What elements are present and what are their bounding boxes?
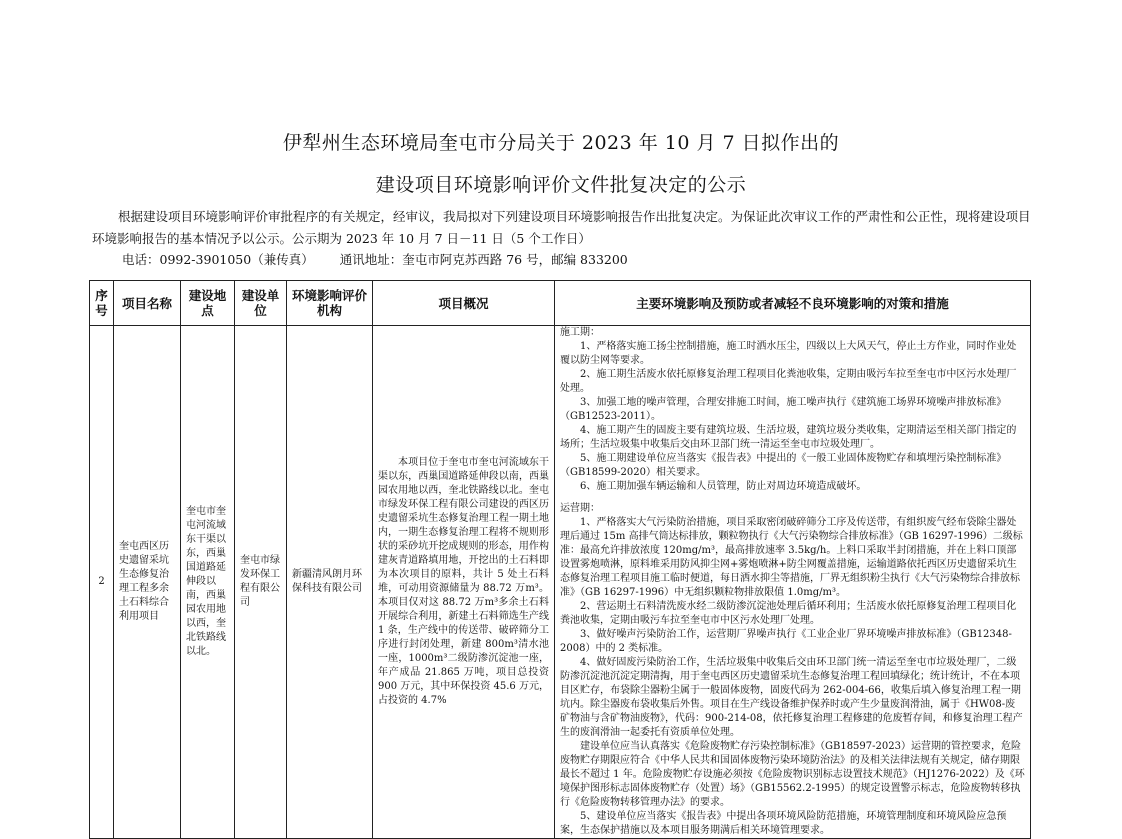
- header-seq: 序号: [90, 281, 114, 326]
- construction-item: 2、施工期生活废水依托原修复治理工程项目化粪池收集，定期由吸污车拉至奎屯市中区污水处理厂处理。: [560, 369, 1017, 394]
- construction-item: 6、施工期加强车辆运输和人员管理，防止对周边环境造成破坏。: [580, 481, 867, 492]
- cell-project-name: 奎屯西区历史遗留采坑生态修复治理工程多余土石料综合利用项目: [114, 326, 181, 839]
- extra-item: 5、建设单位应当落实《报告表》中提出各项环境风险防范措施，环境管理制度和环境风险应急预案，生态保护措施以及本项目服务期满后相关环境管理要求。: [560, 811, 1007, 836]
- doc-title-line2: 建设项目环境影响评价文件批复决定的公示: [375, 174, 747, 196]
- construction-item: 1、严格落实施工扬尘控制措施，施工时洒水压尘，四级以上大风天气，停止土方作业，同时作业处覆以防尘网等要求。: [560, 341, 1017, 366]
- address-text: 通讯地址：奎屯市阿克苏西路 76 号，邮编 833200: [339, 252, 628, 267]
- header-name: 项目名称: [114, 281, 181, 326]
- operation-title: 运营期：: [560, 503, 600, 514]
- cell-agency: 新疆清风朗月环保科技有限公司: [287, 326, 373, 839]
- operation-item: 3、做好噪声污染防治工作，运营期厂界噪声执行《工业企业厂界环境噪声排放标准》（GB12348-2008）中的 2 类标准。: [560, 629, 1012, 654]
- header-measures: 主要环境影响及预防或者减轻不良环境影响的对策和措施: [555, 281, 1031, 326]
- intro-paragraph: 根据建设项目环境影响评价审批程序的有关规定，经审议，我局拟对下列建设项目环境影响报告作出批复决定。为保证此次审议工作的严肃性和公正性，现将建设项目环境影响报告的基本情况予以公示。公示期为 2023 年 10 月 7 日－11 日（5 个工作日）: [92, 209, 1031, 246]
- construction-item: 4、施工期产生的固废主要有建筑垃圾、生活垃圾，建筑垃圾分类收集，定期清运至相关部门指定的场所；生活垃圾集中收集后交由环卫部门统一清运至奎屯市垃圾处理厂。: [560, 425, 1017, 450]
- header-agency: 环境影响评价机构: [287, 281, 373, 326]
- cell-unit: 奎屯市绿发环保工程有限公司: [235, 326, 287, 839]
- phone-text: 电话：0992-3901050（兼传真）: [122, 252, 314, 267]
- header-location: 建设地点: [181, 281, 235, 326]
- cell-seq: 2: [90, 326, 114, 839]
- construction-item: 5、施工期建设单位应当落实《报告表》中提出的《一般工业固体废物贮存和填埋污染控制标准》（GB18599-2020）相关要求。: [560, 453, 1007, 478]
- overview-text: 本项目位于奎屯市奎屯河流域东干渠以东，西巢国道路延伸段以南，西巢园农用地以西，奎北铁路线以北。奎屯市绿发环保工程有限公司建设的西区历史遗留采坑生态修复治理工程一期土地内，一期生态修复治理工程将不规则形状的采砂坑开挖成规则的形态，用作构建灰青道路填用地，开挖出的土石料即为本次项目的原料，共计 5 处土石料堆，可动用资源储量为 88.72 万m³。本项目仅对这 88.72 万m³多余土石料开展综合利用，新建土石料筛选生产线 1 条，生产线中的传送带、破碎筛分工序进行封闭处理，新建 800m³清水池一座，1000m³二级防渗沉淀池一座，年产成品 21.865 万吨，项目总投资 900 万元，其中环保投资 45.6 万元，占投资的 4.7%: [378, 457, 549, 706]
- cell-overview: [373, 326, 555, 839]
- operation-item: 1、严格落实大气污染防治措施，项目采取密闭破碎筛分工序及传送带，有组织废气经布袋除尘器处理后通过 15m 高排气筒达标排放，颗粒物执行《大气污染物综合排放标准》（GB 16297-1996）二级标准：最高允许排放浓度 120mg/m³，最高排放速率 3.5kg/h。上料口采取半封闭措施，并在上料口顶部设置雾炮喷淋，原料堆采用防风抑尘网+雾炮喷淋+防尘网覆盖措施，运输道路依托西区历史遗留采坑生态修复治理工程项目施工临时便道，每日洒水抑尘等措施，厂界无组织粉尘执行《大气污染物综合排放标准》（GB 16297-1996）中无组织颗粒物排放限值 1.0mg/m³。: [560, 517, 1023, 598]
- table-header-row: [90, 281, 1031, 326]
- header-unit: 建设单位: [235, 281, 287, 326]
- operation-item: 4、做好固废污染防治工作，生活垃圾集中收集后交由环卫部门统一清运至奎屯市垃圾处理厂，二级防渗沉淀池沉淀定期清掏，用于奎屯西区历史遗留采坑生态修复治理工程回填绿化；统计统计，不在本项目区贮存，布袋除尘器粉尘属于一般固体废物，固废代码为 262-004-66，收集后填入修复治理工程一期坑内。除尘器废布袋收集后外售。项目在生产线设备维护保养时或产生少量废润滑油，属于《HW08-废矿物油与含矿物油废物》，代码：900-214-08，依托修复治理工程修建的危废暂存间，和修复治理工程产生的废润滑油一起委托有资质单位处理。: [560, 657, 1023, 738]
- contact-line: [122, 250, 628, 268]
- extra-item: 建设单位应当认真落实《危险废物贮存污染控制标准》（GB18597-2023）运营期的管控要求，危险废物贮存期限应符合《中华人民共和国固体废物污染环境防治法》的及相关法律法规有关规定，储存期限最长不超过 1 年。危险废物贮存设施必须按《危险废物识别标志设置技术规范》（HJ1276-2022）及《环境保护图形标志固体废物贮存（处置）场》（GB15562.2-1995）的规定设置警示标志，危险废物转移执行《危险废物转移管理办法》的要求。: [560, 741, 1025, 808]
- cell-measures: [555, 326, 1031, 839]
- doc-title-line1: 伊犁州生态环境局奎屯市分局关于 2023 年 10 月 7 日拟作出的: [282, 132, 840, 154]
- operation-item: 2、营运期土石料清洗废水经二级防渗沉淀池处理后循环利用；生活废水依托原修复治理工程项目化粪池收集，定期由吸污车拉至奎屯市中区污水处理厂处理。: [560, 601, 1017, 626]
- cell-location: 奎屯市奎屯河流域东干渠以东，西巢国道路延伸段以南，西巢园农用地以西，奎北铁路线以北。: [181, 326, 235, 839]
- project-table: [89, 280, 1031, 839]
- construction-item: 3、加强工地的噪声管理，合理安排施工时间，施工噪声执行《建筑施工场界环境噪声排放标准》（GB12523-2011）。: [560, 397, 1007, 422]
- table-row: [90, 326, 1031, 839]
- header-overview: 项目概况: [373, 281, 555, 326]
- construction-title: 施工期：: [560, 327, 600, 338]
